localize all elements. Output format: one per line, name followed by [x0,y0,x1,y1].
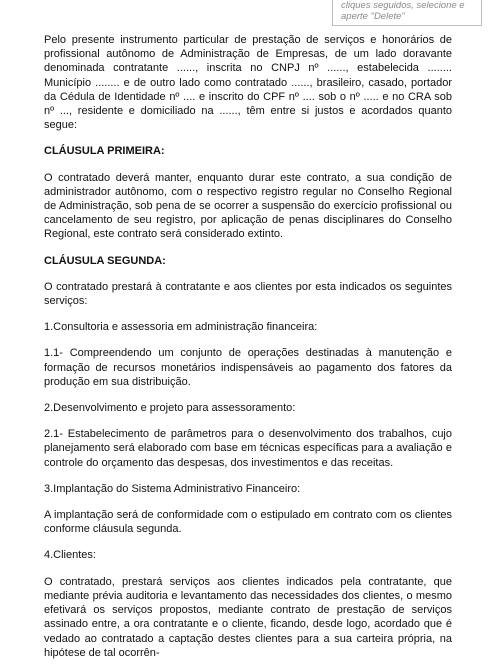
contract-document [44,33,452,672]
clause-2-heading: CLÁUSULA SEGUNDA: [44,254,166,267]
clause-2-paragraph: O contratado prestará à contratante e aos clientes por esta indicados os seguintes serviços: [44,280,452,308]
service-item-4-paragraph: O contratado, prestará serviços aos clientes indicados pela contratante, que mediante prévia auditoria e levantamento das necessidades dos clientes, o mesmo efetivará os serviços propostos, mediante contrato de prestação de serviços assinado entre, a ora contratante e o cliente, ficando, desde logo, acordado que é vedado ao contratado a captação destes clientes para a sua carteira própria, na hipótese de tal ocorrên- [44,575,452,659]
service-item-2-1-paragraph: 2.1- Estabelecimento de parâmetros para o desenvolvimento dos trabalhos, cujo planejamento será elaborado com base em técnicas específicas para a avaliação e controle do orçamento das despesas, dos investimentos e das receitas. [44,428,452,469]
service-item-2-heading: 2.Desenvolvimento e projeto para assessoramento: [44,402,296,415]
instruction-hint-box [332,0,482,26]
service-item-1-heading: 1.Consultoria e assessoria em administração financeira: [44,321,318,334]
intro-paragraph: Pelo presente instrumento particular de prestação de serviços e honorários de profissional autônomo de Administração de Empresas, de um lado doravante denominada contratante ......, inscrita no CNPJ nº ......, estabelecida ........ Município ........ e de outro lado como contratado ......, brasileiro, casado, portador da Cédula de Identidade nº .... e inscrito do CPF nº .... sob o nº ..... e no CRA sob nº ..., residente e domiciliado na ......, têm entre si justos e acordados quanto segue: [44,34,452,132]
service-item-3-heading: 3.Implantação do Sistema Administrativo Financeiro: [44,482,301,495]
service-item-4-heading: 4.Clientes: [44,549,96,562]
clause-1-paragraph: O contratado deverá manter, enquanto durar este contrato, a sua condição de administrador autônomo, com o respectivo registro regular no Conselho Regional de Administração, sob pena de se ocorrer a suspensão do exercício profissional ou cancelamento de seu registro, por aplicação de penas disciplinares do Conselho Regional, este contrato será considerado extinto. [44,171,452,241]
instruction-hint-text: cliques seguidos, selecione e aperte "Delete" [341,0,465,22]
service-item-1-1-paragraph: 1.1- Compreendendo um conjunto de operações destinadas à manutenção e formação de recursos monetários indispensáveis ao pagamento dos fatores da produção em sua distribuição. [44,347,452,388]
clause-1-heading: CLÁUSULA PRIMEIRA: [44,145,165,158]
service-item-3-paragraph: A implantação será de conformidade com o estipulado em contrato com os clientes conforme cláusula segunda. [44,509,452,536]
